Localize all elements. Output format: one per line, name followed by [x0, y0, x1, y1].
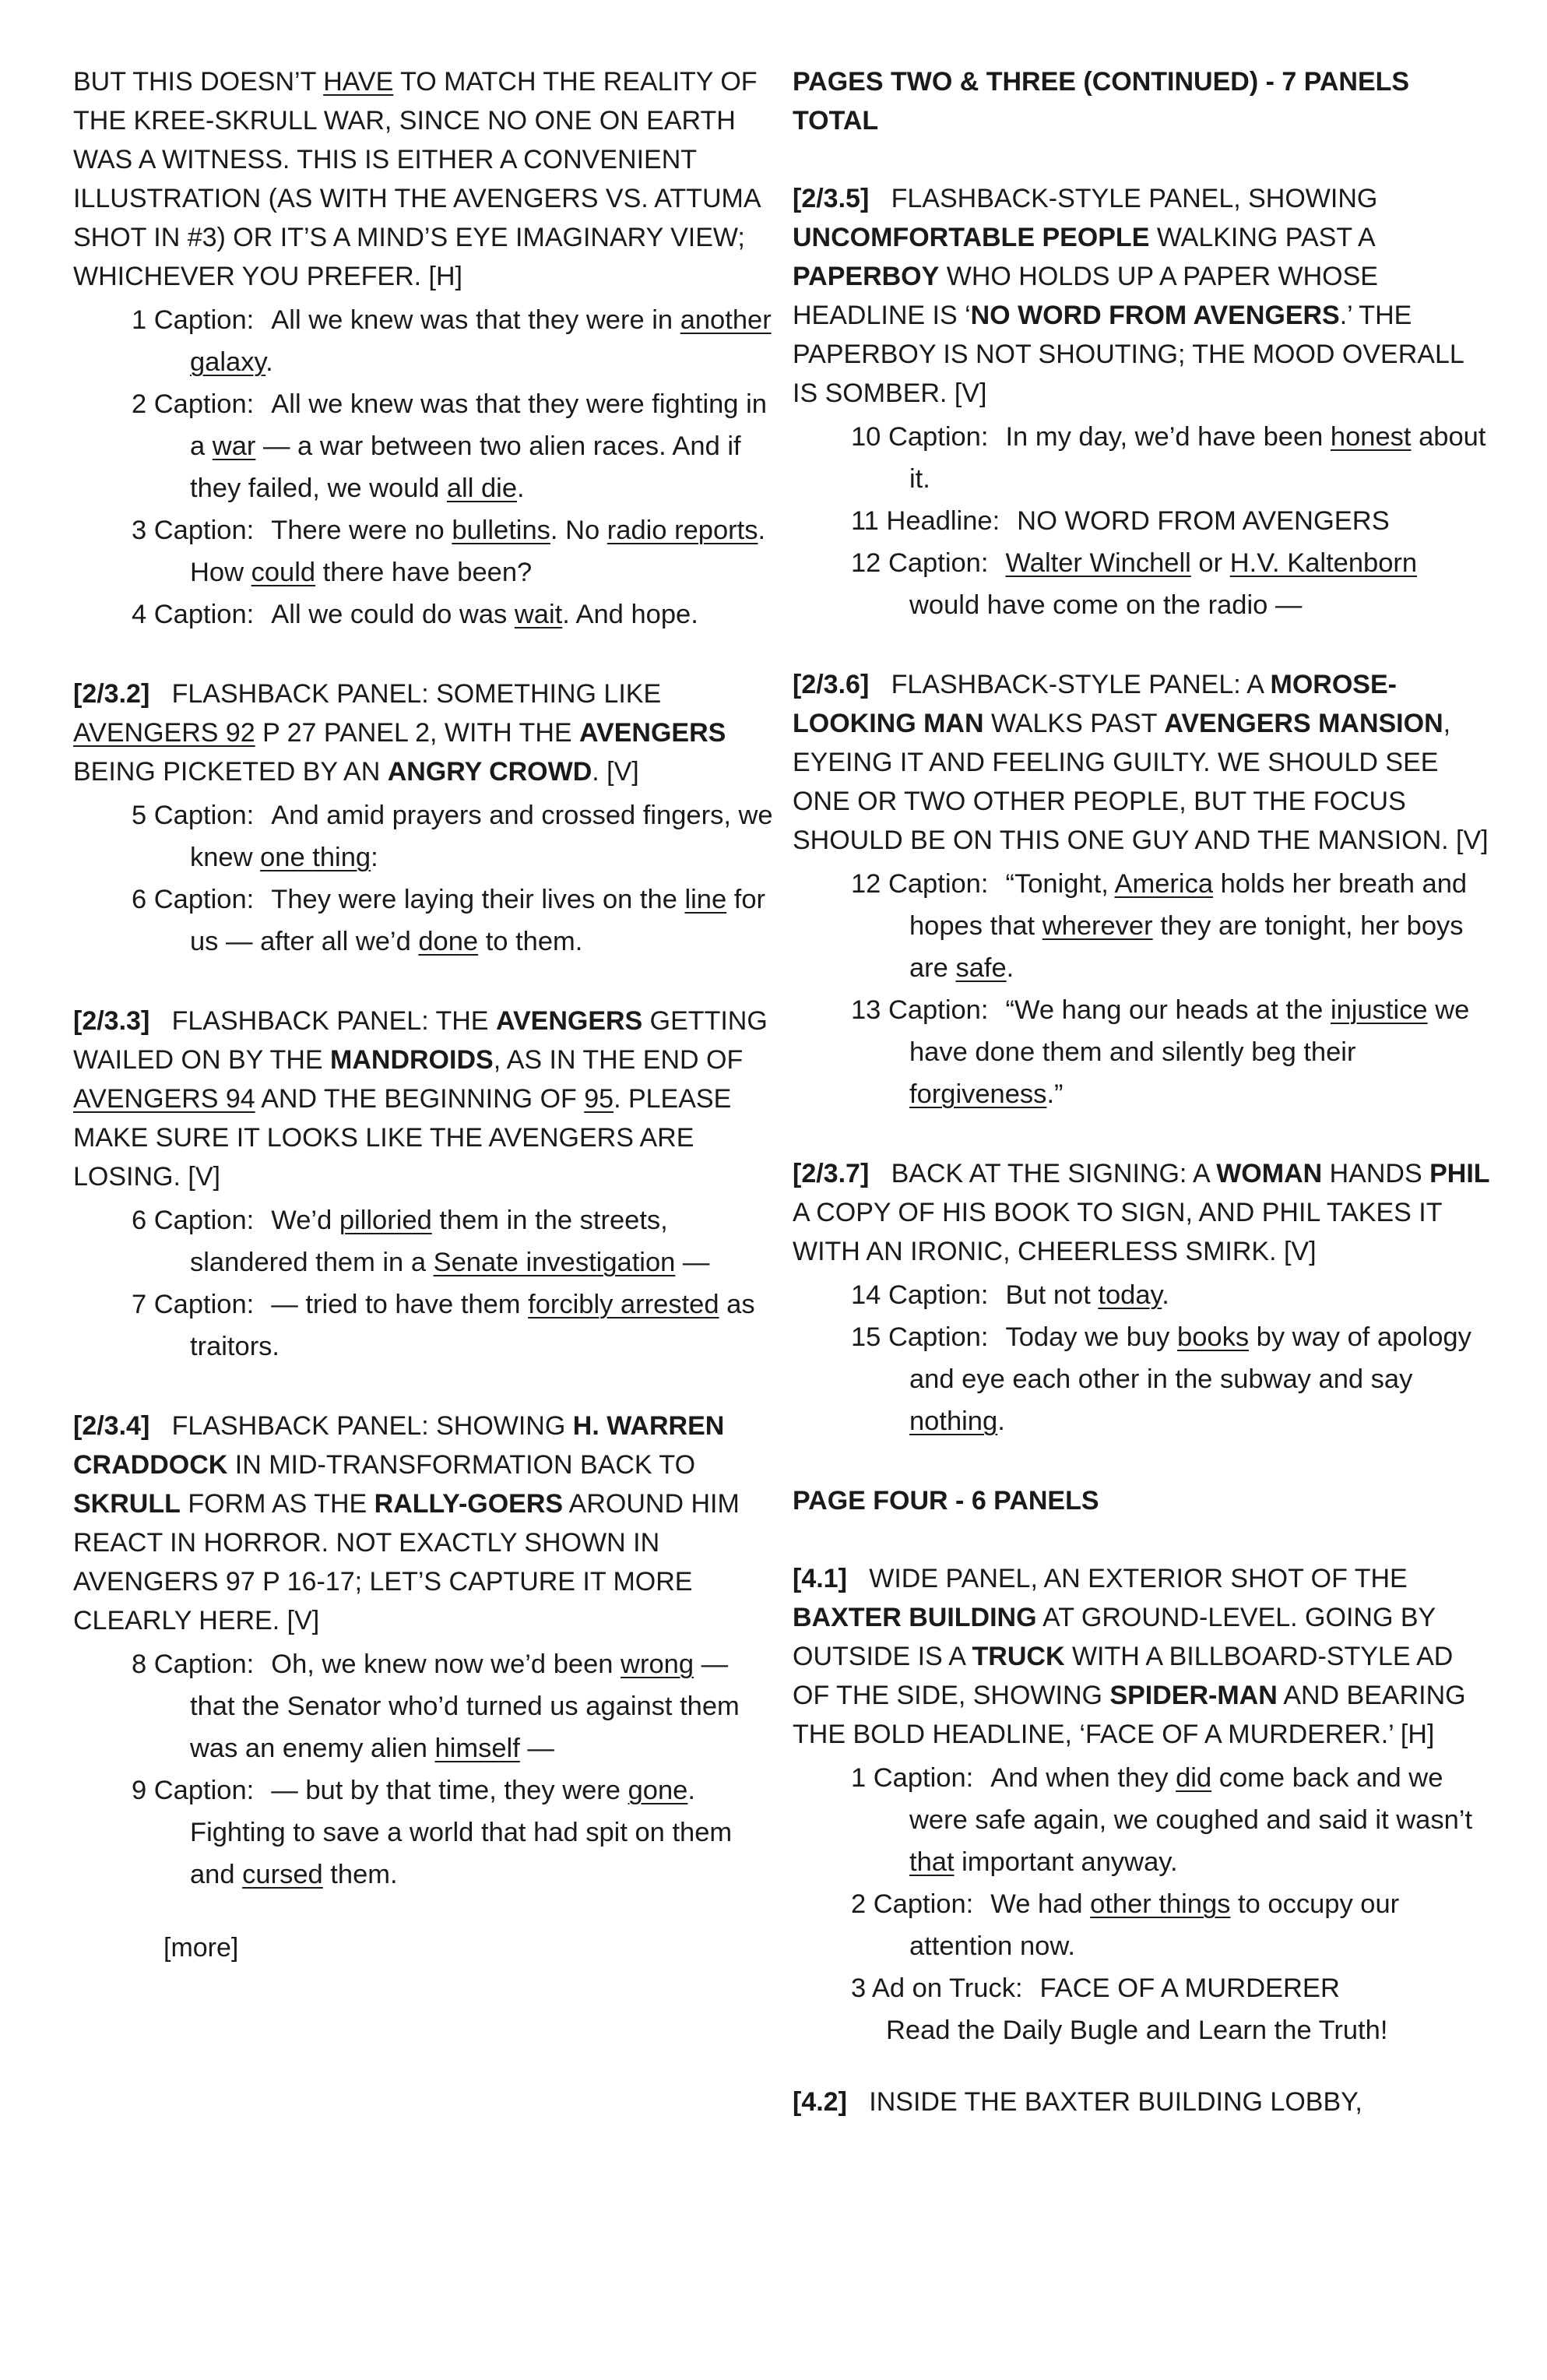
page4-caption-1: 1 Caption: And when they did come back and we were safe again, we coughed and said it wasn’t that important anyway.: [851, 1763, 1473, 1877]
panel-intro-text: BUT THIS DOESN’T HAVE TO MATCH THE REALITY OF THE KREE-SKRULL WAR, SINCE NO ONE ON EARTH WAS A WITNESS. THIS IS EITHER A CONVENIENT ILLUSTRATION (AS WITH THE AVENGERS VS. ATTUMA SHOT IN #3) OR IT’S A MIND’S EYE IMAGINARY VIEW; WHICHEVER YOU PREFER. [H]: [73, 67, 760, 291]
right-column: [793, 62, 1493, 2121]
caption-6a: 6 Caption: They were laying their lives on the line for us — after all we’d done to them.: [132, 885, 766, 956]
headline-11: 11 Headline: NO WORD FROM AVENGERS: [851, 506, 1390, 536]
caption-10: 10 Caption: In my day, we’d have been honest about it.: [851, 422, 1486, 494]
caption-12b: 12 Caption: “Tonight, America holds her breath and hopes that wherever they are tonight, her boys are safe.: [851, 869, 1468, 983]
caption-4: 4 Caption: All we could do was wait. And hope.: [132, 600, 698, 629]
caption-14: 14 Caption: But not today.: [851, 1280, 1169, 1310]
caption-2: 2 Caption: All we knew was that they were fighting in a war — a war between two alien races. And if they failed, we would all die.: [132, 389, 767, 503]
panel-4-1-description: [4.1] WIDE PANEL, AN EXTERIOR SHOT OF THE BAXTER BUILDING AT GROUND-LEVEL. GOING BY OUTSIDE IS A TRUCK WITH A BILLBOARD-STYLE AD OF THE SIDE, SHOWING SPIDER-MAN AND BEARING THE BOLD HEADLINE, ‘FACE OF A MURDERER.’ [H]: [793, 1564, 1466, 1749]
caption-15: 15 Caption: Today we buy books by way of apology and eye each other in the subway and say nothing.: [851, 1322, 1471, 1436]
left-column: [73, 62, 774, 1969]
more-indicator: [more]: [163, 1933, 239, 1963]
panel-2-3-5-description: [2/3.5] FLASHBACK-STYLE PANEL, SHOWING UNCOMFORTABLE PEOPLE WALKING PAST A PAPERBOY WHO HOLDS UP A PAPER WHOSE HEADLINE IS ‘NO WORD FROM AVENGERS.’ THE PAPERBOY IS NOT SHOUTING; THE MOOD OVERALL IS SOMBER. [V]: [793, 184, 1464, 408]
caption-13: 13 Caption: “We hang our heads at the injustice we have done them and silently beg their forgiveness.”: [851, 995, 1470, 1109]
panel-2-3-2-description: [2/3.2] FLASHBACK PANEL: SOMETHING LIKE AVENGERS 92 P 27 PANEL 2, WITH THE AVENGERS BEING PICKETED BY AN ANGRY CROWD. [V]: [73, 679, 726, 787]
caption-5: 5 Caption: And amid prayers and crossed fingers, we knew one thing:: [132, 801, 773, 872]
page4-ad-on-truck: 3 Ad on Truck: FACE OF A MURDERER: [851, 1973, 1340, 2003]
caption-8: 8 Caption: Oh, we knew now we’d been wrong — that the Senator who’d turned us against them was an enemy alien himself —: [132, 1649, 740, 1763]
section-heading-pages-two-three: PAGES TWO & THREE (CONTINUED) - 7 PANELS TOTAL: [793, 67, 1410, 136]
panel-2-3-3-description: [2/3.3] FLASHBACK PANEL: THE AVENGERS GETTING WAILED ON BY THE MANDROIDS, AS IN THE END OF AVENGERS 94 AND THE BEGINNING OF 95. PLEASE MAKE SURE IT LOOKS LIKE THE AVENGERS ARE LOSING. [V]: [73, 1006, 768, 1192]
caption-3: 3 Caption: There were no bulletins. No radio reports. How could there have been?: [132, 516, 766, 587]
section-heading-page-four: PAGE FOUR - 6 PANELS: [793, 1486, 1099, 1516]
caption-6b: 6 Caption: We’d pilloried them in the streets, slandered them in a Senate investigation —: [132, 1206, 710, 1277]
panel-2-3-6-description: [2/3.6] FLASHBACK-STYLE PANEL: A MOROSE-LOOKING MAN WALKS PAST AVENGERS MANSION, EYEING IT AND FEELING GUILTY. WE SHOULD SEE ONE OR TWO OTHER PEOPLE, BUT THE FOCUS SHOULD BE ON THIS ONE GUY AND THE MANSION. [V]: [793, 670, 1489, 855]
page4-caption-2: 2 Caption: We had other things to occupy our attention now.: [851, 1889, 1400, 1961]
caption-7: 7 Caption: — tried to have them forcibly arrested as traitors.: [132, 1290, 755, 1361]
caption-1: 1 Caption: All we knew was that they were in another galaxy.: [132, 305, 772, 377]
caption-9: 9 Caption: — but by that time, they were gone. Fighting to save a world that had spit on them and cursed them.: [132, 1776, 733, 1889]
panel-2-3-7-description: [2/3.7] BACK AT THE SIGNING: A WOMAN HANDS PHIL A COPY OF HIS BOOK TO SIGN, AND PHIL TAKES IT WITH AN IRONIC, CHEERLESS SMIRK. [V]: [793, 1159, 1490, 1266]
panel-4-2-description: [4.2] INSIDE THE BAXTER BUILDING LOBBY,: [793, 2087, 1362, 2117]
page4-ad-subline: Read the Daily Bugle and Learn the Truth!: [886, 2016, 1388, 2045]
panel-2-3-4-description: [2/3.4] FLASHBACK PANEL: SHOWING H. WARREN CRADDOCK IN MID-TRANSFORMATION BACK TO SKRULL FORM AS THE RALLY-GOERS AROUND HIM REACT IN HORROR. NOT EXACTLY SHOWN IN AVENGERS 97 P 16-17; LET’S CAPTURE IT MORE CLEARLY HERE. [V]: [73, 1411, 740, 1635]
caption-12a: 12 Caption: Walter Winchell or H.V. Kaltenborn would have come on the radio —: [851, 548, 1418, 620]
